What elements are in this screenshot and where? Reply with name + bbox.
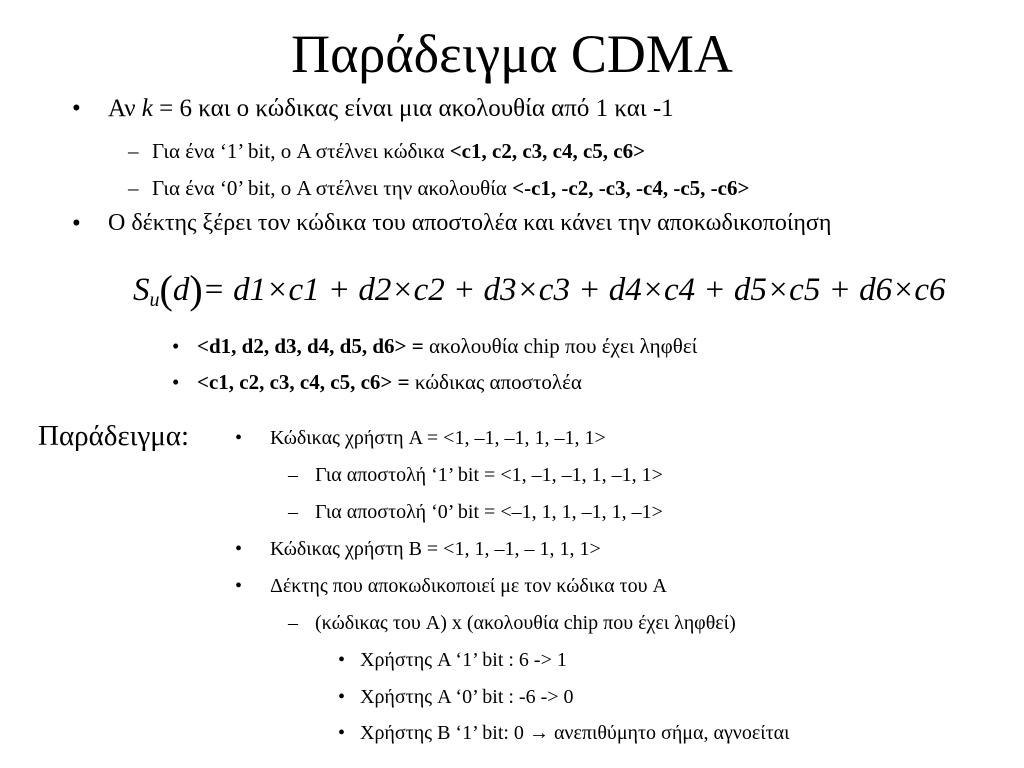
example-product: (κώδικας του A) x (ακολουθία chip που έχει ληφθεί) <box>315 612 736 634</box>
dash-marker: – <box>128 176 139 200</box>
result-text-pre: Χρήστης B ‘1’ bit: 0 <box>360 722 529 744</box>
bullet-text-post: = 6 και ο κώδικας είναι μια ακολουθία από 1 και -1 <box>152 95 674 122</box>
result-user-a-zero: Χρήστης A ‘0’ bit : -6 -> 0 <box>360 686 574 708</box>
example-send-zero: Για αποστολή ‘0’ bit = <–1, 1, 1, –1, 1, –1> <box>315 501 663 523</box>
bullet-marker: • <box>338 722 346 744</box>
example-code-b: Κώδικας χρήστη B = <1, 1, –1, – 1, 1, 1> <box>270 538 601 560</box>
def-bold: <d1, d2, d3, d4, d5, d6> = <box>197 334 424 358</box>
right-arrow-icon: → <box>528 722 549 744</box>
bullet-marker: • <box>235 575 243 597</box>
bullet-text-pre: Αν <box>108 95 142 122</box>
dash-marker: – <box>288 501 298 523</box>
def-text: ακολουθία chip που έχει ληφθεί <box>423 334 698 358</box>
bullet-marker: • <box>72 95 81 122</box>
code-sequence: <c1, c2, c3, c4, c5, c6> <box>449 139 646 163</box>
dash-marker: – <box>288 612 298 634</box>
bullet-marker: • <box>235 538 243 560</box>
k-variable: k <box>141 95 153 122</box>
result-user-b-one <box>360 722 790 745</box>
bullet-marker: • <box>338 649 346 671</box>
bullet-marker: • <box>172 370 180 394</box>
dash-marker: – <box>128 139 139 163</box>
negated-code-sequence: <-c1, -c2, -c3, -c4, -c5, -c6> <box>512 176 750 200</box>
result-user-a-one: Χρήστης A ‘1’ bit : 6 -> 1 <box>360 649 567 671</box>
bullet-marker: • <box>338 686 346 708</box>
formula-s: S <box>133 272 150 308</box>
example-code-a: Κώδικας χρήστη A = <1, –1, –1, 1, –1, 1> <box>270 427 606 449</box>
def-text: κώδικας αποστολέα <box>409 370 582 394</box>
def-sender-code <box>197 370 582 395</box>
def-chip-sequence <box>197 334 697 359</box>
subbullet-zero-bit <box>152 176 749 201</box>
formula-subscript-u: u <box>149 289 160 311</box>
example-send-one: Για αποστολή ‘1’ bit = <1, –1, –1, 1, –1, 1> <box>315 464 663 486</box>
subbullet-text: Για ένα ‘0’ bit, ο A στέλνει την ακολουθία <box>152 176 513 200</box>
slide-title: Παράδειγμα CDMA <box>291 24 733 84</box>
bullet-marker: • <box>72 210 81 237</box>
subbullet-one-bit <box>152 139 645 164</box>
bullet-marker: • <box>172 334 180 358</box>
subbullet-text: Για ένα ‘1’ bit, ο A στέλνει κώδικα <box>152 139 450 163</box>
bullet-receiver: Ο δέκτης ξέρει τον κώδικα του αποστολέα και κάνει την αποκωδικοποίηση <box>108 210 832 236</box>
result-text-post: ανεπιθύμητο σήμα, αγνοείται <box>548 722 790 744</box>
formula-d: d <box>172 272 190 308</box>
formula-rhs: = d1×c1 + d2×c2 + d3×c3 + d4×c4 + d5×c5 + d6×c6 <box>202 272 946 308</box>
bullet-marker: • <box>235 427 243 449</box>
example-label: Παράδειγμα: <box>38 420 190 452</box>
def-bold: <c1, c2, c3, c4, c5, c6> = <box>197 370 410 394</box>
decoding-formula: $S_u(d)= d1\times c1 + d2\times c2 + d3\times c3 + d4\times c4 + d5\times c5 + d6\times c6$ <box>133 267 946 312</box>
bullet-k-definition <box>108 95 674 123</box>
example-receiver: Δέκτης που αποκωδικοποιεί με τον κώδικα του A <box>270 575 667 597</box>
dash-marker: – <box>288 464 298 486</box>
